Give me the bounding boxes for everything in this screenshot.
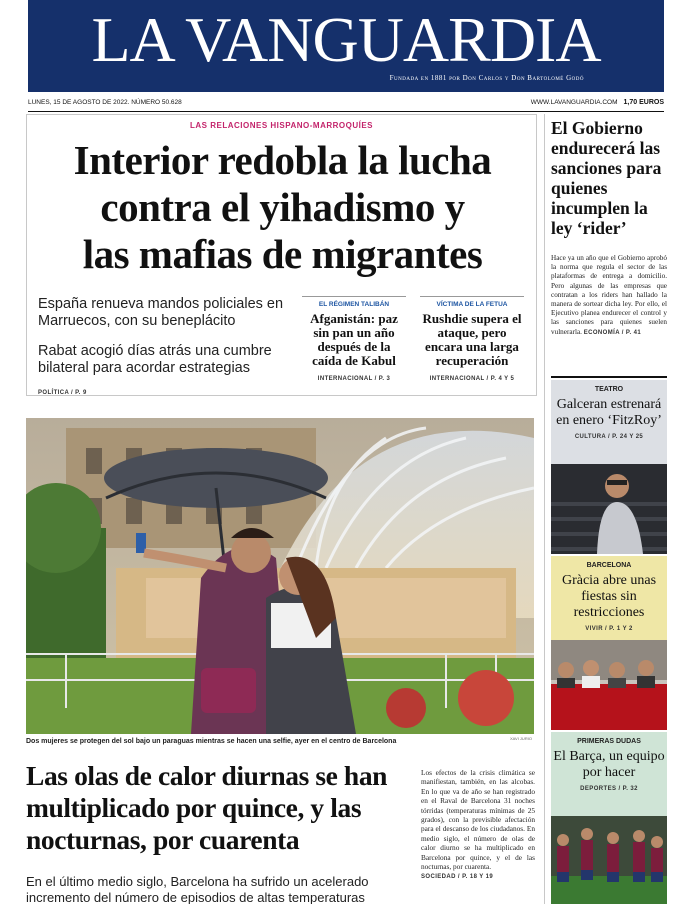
card-category: BARCELONA bbox=[586, 562, 632, 569]
mini-category: EL RÉGIMEN TALIBÁN bbox=[302, 296, 406, 308]
mini-category: VÍCTIMA DE LA FETUA bbox=[420, 296, 524, 308]
photo-barca bbox=[551, 816, 667, 904]
mini-story-afganistan[interactable] bbox=[302, 296, 406, 382]
mini-headline: Rushdie supera el ataque, pero encara una larga recuperación bbox=[422, 311, 522, 368]
second-page-ref: SOCIEDAD / P. 18 Y 19 bbox=[421, 874, 494, 881]
photo-credit: XAVI JURIO bbox=[510, 736, 532, 741]
lead-page-ref: POLÍTICA / P. 9 bbox=[38, 390, 87, 396]
masthead-subtitle: Fundada en 1881 por Don Carlos y Don Bartolomé Godó bbox=[389, 74, 584, 82]
card-page-ref: CULTURA / P. 24 Y 25 bbox=[574, 434, 644, 440]
card-barcelona[interactable] bbox=[551, 556, 667, 640]
photo-caption: Dos mujeres se protegen del sol bajo un paraguas mientras se hacen una selfie, ayer en el centro de Barcelona bbox=[26, 738, 397, 745]
card-page-ref: DEPORTES / P. 32 bbox=[580, 786, 638, 792]
newspaper-logo: LA VANGUARDIA bbox=[91, 4, 601, 75]
photo-galceran bbox=[551, 464, 667, 554]
lead-sub-2: Rabat acogió días atrás una cumbre bilateral para acordar estrategias bbox=[38, 343, 272, 376]
card-headline: Gràcia abre unas fiestas sin restricciones bbox=[561, 573, 657, 620]
card-teatro[interactable] bbox=[551, 380, 667, 464]
website-price bbox=[531, 99, 664, 106]
side-lead-body bbox=[551, 254, 667, 338]
lead-headline-line: contra el yihadismo y bbox=[100, 184, 465, 230]
card-category: TEATRO bbox=[594, 386, 624, 393]
card-headline: Galceran estrenará en enero ‘FitzRoy’ bbox=[556, 397, 662, 428]
card-headline: El Barça, un equipo por hacer bbox=[553, 749, 665, 780]
lead-headline bbox=[33, 137, 532, 278]
photo-gracia bbox=[551, 640, 667, 730]
mini-page-ref: INTERNACIONAL / P. 4 Y 5 bbox=[429, 376, 515, 382]
lead-subheads bbox=[38, 296, 296, 396]
card-teatro-photo bbox=[551, 464, 667, 554]
side-rule bbox=[551, 376, 667, 378]
website-url: WWW.LAVANGUARDIA.COM bbox=[530, 99, 618, 106]
mini-headline: Afganistán: paz sin pan un año después de la caída de Kabul bbox=[310, 311, 398, 368]
lead-headline-line: Interior redobla la lucha bbox=[73, 137, 492, 183]
lead-story bbox=[26, 114, 537, 396]
mini-story-rushdie[interactable] bbox=[420, 296, 524, 382]
card-barca-photo bbox=[551, 816, 667, 904]
dateline bbox=[28, 97, 664, 109]
side-lead-headline[interactable]: El Gobierno endurecerá las sanciones para quienes incumplen la ley ‘rider’ bbox=[551, 118, 662, 238]
mini-page-ref: INTERNACIONAL / P. 3 bbox=[317, 376, 391, 382]
main-photo bbox=[26, 418, 534, 734]
card-barcelona-photo bbox=[551, 640, 667, 730]
card-barca[interactable] bbox=[551, 732, 667, 816]
lead-headline-line: las mafias de migrantes bbox=[82, 231, 483, 277]
issue-date: LUNES, 15 DE AGOSTO DE 2022. NÚMERO 50.628 bbox=[28, 99, 182, 106]
second-subhead: En el último medio siglo, Barcelona ha sufrido un acelerado incremento del número de episodios de altas temperaturas bbox=[26, 874, 369, 904]
second-body bbox=[421, 768, 535, 883]
masthead bbox=[28, 0, 664, 92]
photo-selfie-fountain bbox=[26, 418, 534, 734]
price: 1,70 EUROS bbox=[623, 99, 664, 106]
card-page-ref: VIVIR / P. 1 Y 2 bbox=[585, 626, 633, 632]
lead-kicker: LAS RELACIONES HISPANO-MARROQUÍES bbox=[189, 121, 374, 130]
side-lead-page-ref: ECONOMÍA / P. 41 bbox=[583, 329, 642, 336]
second-headline[interactable]: Las olas de calor diurnas se han multiplicado por quince, y las nocturnas, por cuarenta bbox=[26, 760, 388, 855]
second-body-text: Los efectos de la crisis climática se manifiestan, también, en las alcobas. En lo que va de año se han registrado en el Raval de Barcelona 31 noches tórridas (temperaturas mínimas de 25 grados), con la previsible afectación para el descanso de los ciudadanos. En medio siglo, el número de olas de calor diurno se ha multiplicado en Barcelona por quince, y el de las nocturnas, por cuarenta. bbox=[421, 768, 535, 872]
column-divider bbox=[544, 114, 545, 904]
header-rule bbox=[28, 111, 664, 112]
lead-sub-1: España renueva mandos policiales en Marruecos, con su beneplácito bbox=[38, 296, 284, 329]
card-category: PRIMERAS DUDAS bbox=[577, 738, 641, 745]
side-lead-text: Hace ya un año que el Gobierno aprobó la norma que regula el sector de las plataformas de entrega a domicilio. Pero algunas de las empresas que contratan a los riders han hallado la manera de sortear dicha ley. Por ello, el Ejecutivo planea endurecer el control y las sanciones para quienes suelen vulnerarla. bbox=[551, 254, 667, 336]
